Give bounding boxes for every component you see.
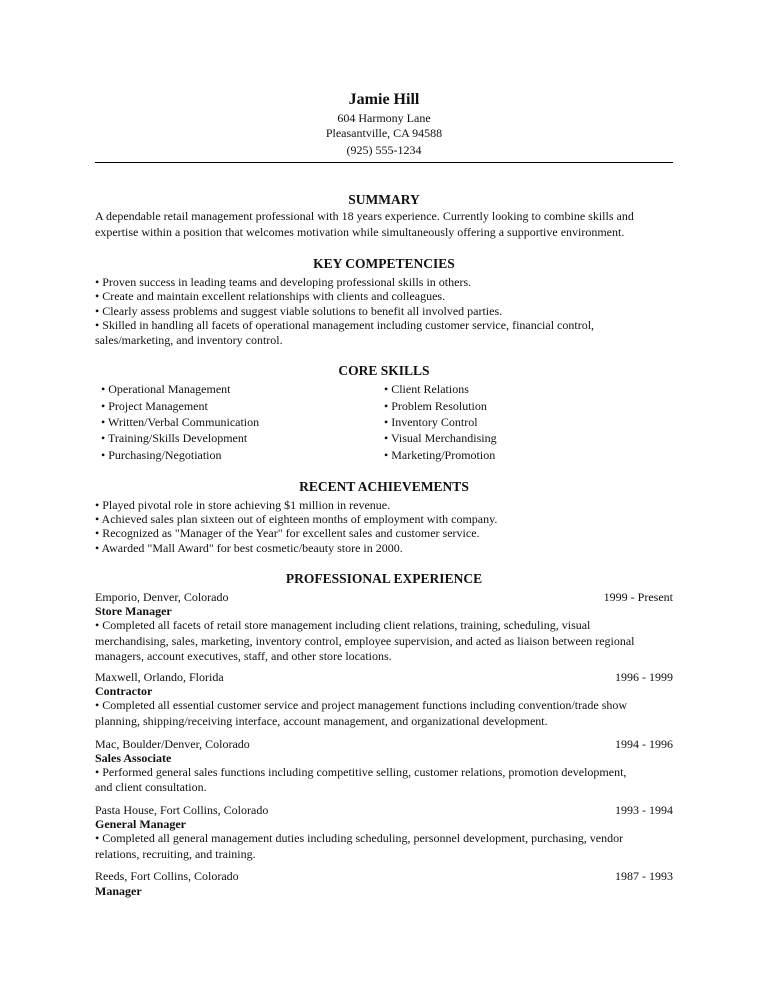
- skill-item: • Operational Management: [101, 382, 231, 396]
- skill-item: • Marketing/Promotion: [384, 448, 496, 462]
- job-description: • Completed all essential customer service and project management functions including convention/trade show: [95, 698, 628, 712]
- job-employer: Mac, Boulder/Denver, Colorado: [95, 737, 250, 751]
- skill-item: • Written/Verbal Communication: [101, 415, 260, 429]
- skill-item: • Inventory Control: [384, 415, 478, 429]
- summary-heading: SUMMARY: [348, 192, 420, 207]
- header-divider: [95, 162, 673, 163]
- job-dates: 1993 - 1994: [615, 803, 673, 817]
- skill-item: • Training/Skills Development: [101, 431, 248, 445]
- job-description: merchandising, sales, marketing, inventory control, employee supervision, and acted as liaison between regional: [95, 634, 635, 648]
- competency-item: • Skilled in handling all facets of operational management including customer service, financial control,: [95, 318, 595, 332]
- phone: (925) 555-1234: [346, 143, 422, 157]
- job-role: Sales Associate: [95, 751, 172, 765]
- job-description: • Completed all general management duties including scheduling, personnel development, purchasing, vendor: [95, 831, 624, 845]
- achievements-heading: RECENT ACHIEVEMENTS: [299, 479, 469, 494]
- job-employer: Emporio, Denver, Colorado: [95, 590, 229, 604]
- job-role: General Manager: [95, 817, 186, 831]
- skill-item: • Visual Merchandising: [384, 431, 497, 445]
- competencies-heading: KEY COMPETENCIES: [313, 256, 455, 271]
- competency-item: • Create and maintain excellent relationships with clients and colleagues.: [95, 289, 446, 303]
- skill-item: • Problem Resolution: [384, 399, 487, 413]
- job-employer: Reeds, Fort Collins, Colorado: [95, 869, 239, 883]
- summary-line: expertise within a position that welcomes motivation while simultaneously offering a supportive environment.: [95, 225, 625, 239]
- skill-item: • Project Management: [101, 399, 208, 413]
- achievement-item: • Played pivotal role in store achieving $1 million in revenue.: [95, 498, 391, 512]
- candidate-name: Jamie Hill: [348, 91, 420, 108]
- summary-line: A dependable retail management professional with 18 years experience. Currently looking to combine skills and: [95, 209, 634, 223]
- competency-item: sales/marketing, and inventory control.: [95, 333, 283, 347]
- achievement-item: • Achieved sales plan sixteen out of eighteen months of employment with company.: [95, 512, 498, 526]
- job-dates: 1996 - 1999: [615, 670, 673, 684]
- experience-heading: PROFESSIONAL EXPERIENCE: [285, 571, 483, 586]
- job-description: managers, account executives, staff, and other store locations.: [95, 649, 392, 663]
- job-description: planning, shipping/receiving interface, account management, and organizational development.: [95, 714, 548, 728]
- job-role: Manager: [95, 884, 142, 898]
- competency-item: • Clearly assess problems and suggest viable solutions to benefit all involved parties.: [95, 304, 503, 318]
- job-employer: Maxwell, Orlando, Florida: [95, 670, 224, 684]
- competency-item: • Proven success in leading teams and developing professional skills in others.: [95, 275, 472, 289]
- city: Pleasantville, CA 94588: [325, 126, 443, 140]
- achievement-item: • Recognized as "Manager of the Year" for excellent sales and customer service.: [95, 526, 480, 540]
- job-description: • Performed general sales functions including competitive selling, customer relations, promotion development,: [95, 765, 627, 779]
- job-description: relations, recruiting, and training.: [95, 847, 256, 861]
- job-role: Store Manager: [95, 604, 172, 618]
- job-employer: Pasta House, Fort Collins, Colorado: [95, 803, 269, 817]
- job-description: • Completed all facets of retail store management including client relations, training, scheduling, visual: [95, 618, 591, 632]
- job-dates: 1987 - 1993: [615, 869, 673, 883]
- job-description: and client consultation.: [95, 780, 207, 794]
- job-dates: 1999 - Present: [603, 590, 673, 604]
- address: 604 Harmony Lane: [337, 111, 431, 125]
- skill-item: • Purchasing/Negotiation: [101, 448, 222, 462]
- skill-item: • Client Relations: [384, 382, 469, 396]
- job-dates: 1994 - 1996: [615, 737, 673, 751]
- achievement-item: • Awarded "Mall Award" for best cosmetic/beauty store in 2000.: [95, 541, 403, 555]
- job-role: Contractor: [95, 684, 153, 698]
- skills-heading: CORE SKILLS: [338, 363, 430, 378]
